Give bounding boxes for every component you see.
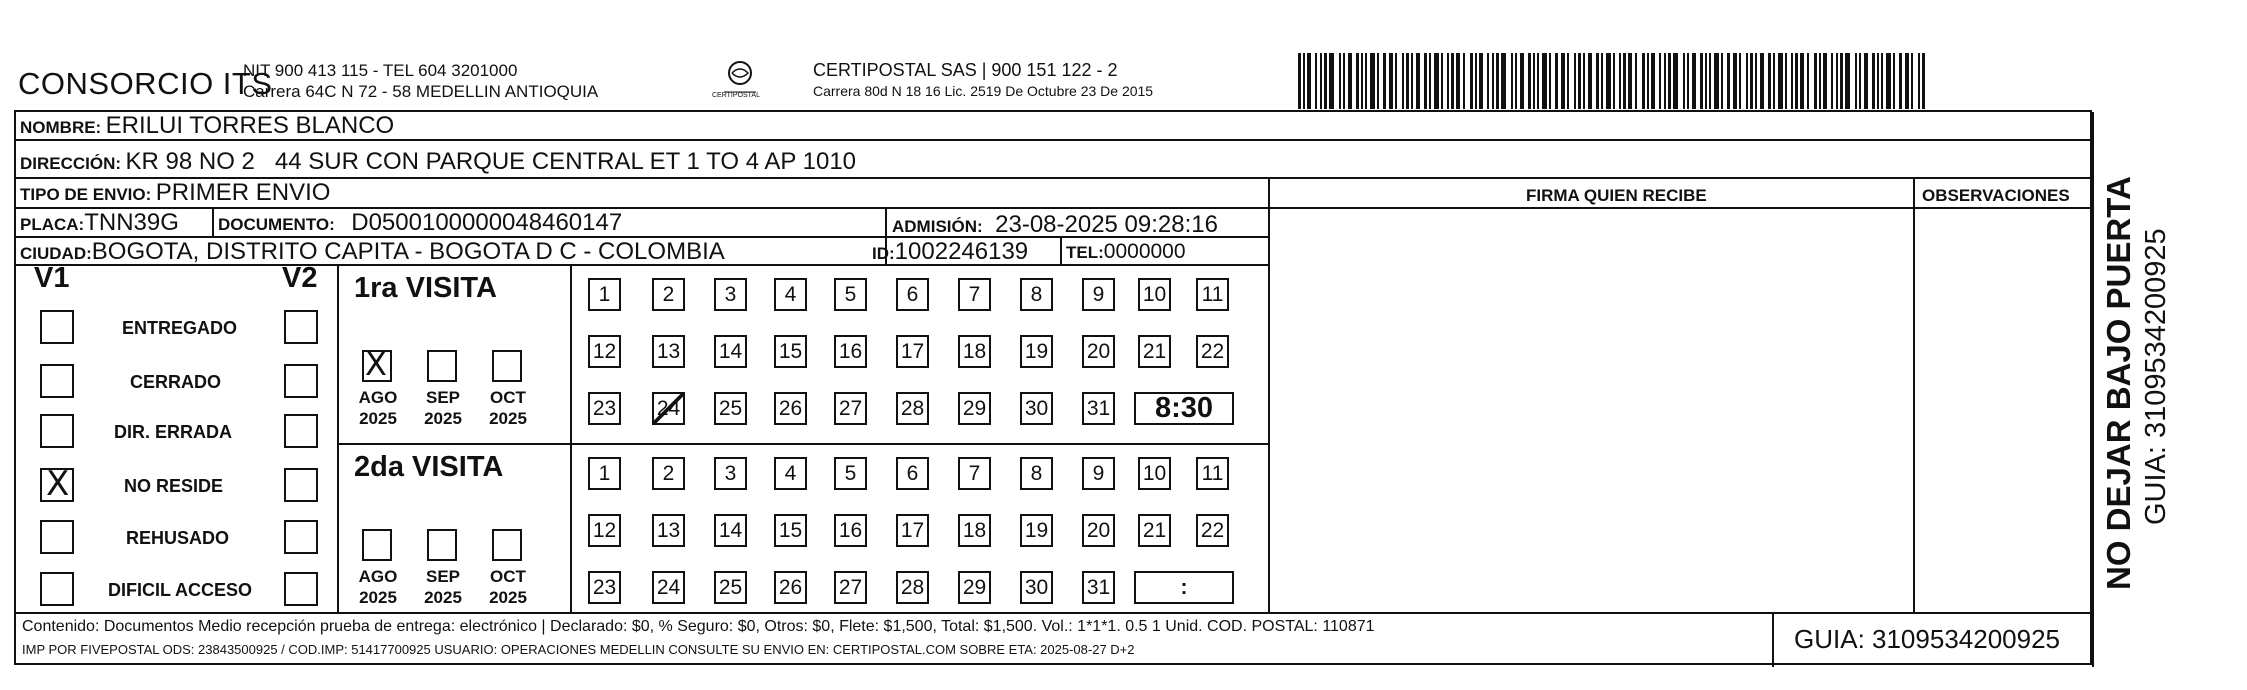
observaciones-header: OBSERVACIONES <box>1922 186 2070 205</box>
documento-row <box>218 209 622 237</box>
month-year: 2025 <box>359 588 397 607</box>
barcode-bar <box>1785 53 1787 109</box>
day-box[interactable]: 12 <box>588 335 621 368</box>
barcode-bar <box>1855 53 1857 109</box>
barcode-bar <box>1619 53 1621 109</box>
day-box[interactable]: 31 <box>1082 571 1115 604</box>
barcode-bar <box>1905 53 1909 109</box>
barcode-bar <box>1642 53 1645 109</box>
v2-checkbox[interactable] <box>284 310 318 344</box>
barcode-bar <box>1845 53 1850 109</box>
day-box[interactable]: 22 <box>1196 335 1229 368</box>
month-checkbox[interactable] <box>427 529 457 561</box>
barcode-bar <box>1739 53 1741 109</box>
barcode-bar <box>1714 53 1719 109</box>
day-box[interactable]: 28 <box>896 392 929 425</box>
day-box[interactable]: 3 <box>714 457 747 490</box>
contenido-text: Contenido: Documentos Medio recepción prueba de entrega: electrónico | Declarado: $0, % Seguro: $0, Otros: $0, Flete: $1,500, Total: $1,500. Vol.: 1*1*1. 0.5 1 Unid. COD. POSTAL: 110871 <box>22 618 1375 635</box>
barcode-bar <box>1768 53 1771 109</box>
firma-header: FIRMA QUIEN RECIBE <box>1526 186 1707 205</box>
id-label: ID: <box>872 244 895 263</box>
status-option-label: REHUSADO <box>126 528 230 548</box>
day-box[interactable]: 3 <box>714 278 747 311</box>
day-box[interactable]: 13 <box>652 335 685 368</box>
barcode-bar <box>1528 53 1531 109</box>
day-box[interactable]: 20 <box>1082 514 1115 547</box>
barcode-bar <box>1416 53 1420 109</box>
v1-checkbox[interactable] <box>40 464 74 504</box>
barcode-bar <box>1395 53 1397 109</box>
barcode-bar <box>1511 53 1513 109</box>
v2-checkbox[interactable] <box>284 414 318 448</box>
month-label <box>421 566 465 608</box>
barcode-bar <box>1588 53 1592 109</box>
tel-value: 0000000 <box>1103 240 1186 263</box>
tipo-label: TIPO DE ENVIO: <box>20 185 152 204</box>
barcode-bar <box>1864 53 1868 109</box>
placa-label: PLACA: <box>20 215 85 234</box>
barcode-bar <box>1623 53 1626 109</box>
barcode-bar <box>1441 53 1443 109</box>
direccion-value: KR 98 NO 2 44 SUR CON PARQUE CENTRAL ET 1 TO 4 AP 1010 <box>125 148 857 175</box>
barcode-bar <box>1377 53 1379 109</box>
day-box[interactable]: 16 <box>834 335 867 368</box>
day-box[interactable]: 12 <box>588 514 621 547</box>
barcode-bar <box>1628 53 1632 109</box>
partner-address: Carrera 80d N 18 16 Lic. 2519 De Octubre 23 De 2015 <box>813 83 1154 99</box>
company-name: CONSORCIO ITS <box>18 66 273 101</box>
id-row <box>872 238 1028 266</box>
v1-checkbox[interactable] <box>40 310 74 344</box>
barcode-bar <box>1899 53 1902 109</box>
barcode-bar <box>1746 53 1748 109</box>
barcode-bar <box>1823 53 1827 109</box>
month-year: 2025 <box>489 409 527 428</box>
logo-text: CERTIPOSTAL <box>712 92 760 99</box>
barcode-bar <box>1836 53 1838 109</box>
barcode-bar <box>1700 53 1703 109</box>
barcode-bar <box>1673 53 1678 109</box>
barcode-bar <box>1635 53 1637 109</box>
barcode-bar <box>1487 53 1489 109</box>
barcode-bar <box>1687 53 1689 109</box>
barcode-bar <box>1520 53 1524 109</box>
day-box[interactable]: 15 <box>774 335 807 368</box>
day-box[interactable]: 21 <box>1138 335 1171 368</box>
barcode-bar <box>1800 53 1804 109</box>
side-guia: GUIA: 3109534200925 <box>2140 228 2172 525</box>
v2-checkbox[interactable] <box>284 572 318 606</box>
time-box[interactable]: 8:30 <box>1134 392 1234 425</box>
placa-value: TNN39G <box>84 209 179 236</box>
day-box[interactable]: 13 <box>652 514 685 547</box>
day-box[interactable]: 29 <box>958 392 991 425</box>
day-box[interactable]: 27 <box>834 571 867 604</box>
id-value: 1002246139 <box>894 238 1029 265</box>
ciudad-label: CIUDAD: <box>20 244 92 263</box>
day-box[interactable]: 4 <box>774 278 807 311</box>
tipo-value: PRIMER ENVIO <box>155 179 331 206</box>
barcode-bar <box>1361 53 1363 109</box>
v2-checkbox[interactable] <box>284 468 318 502</box>
barcode-bar <box>1922 53 1925 109</box>
documento-value: D0500100000048460147 <box>351 209 623 236</box>
day-box[interactable]: 23 <box>588 392 621 425</box>
barcode-bar <box>1692 53 1696 109</box>
barcode-bar <box>1463 53 1465 109</box>
day-box[interactable]: 10 <box>1138 278 1171 311</box>
month-year: 2025 <box>424 409 462 428</box>
admision-value: 23-08-2025 09:28:16 <box>995 211 1218 238</box>
barcode-bar <box>1402 53 1404 109</box>
barcode-bar <box>1773 53 1775 109</box>
day-box[interactable]: 7 <box>958 457 991 490</box>
barcode-bar <box>1475 53 1477 109</box>
side-warning: NO DEJAR BAJO PUERTA <box>2100 176 2137 590</box>
v1-checkbox[interactable] <box>40 520 74 554</box>
month-label <box>486 387 530 429</box>
v1-checkbox[interactable] <box>40 364 74 398</box>
month-label <box>486 566 530 608</box>
certipostal-logo <box>710 56 770 106</box>
barcode-bar <box>1424 53 1427 109</box>
day-box[interactable]: 5 <box>834 457 867 490</box>
day-box[interactable]: 17 <box>896 335 929 368</box>
day-box[interactable]: 17 <box>896 514 929 547</box>
barcode-bar <box>1479 53 1483 109</box>
visit-title: 2da VISITA <box>354 451 504 483</box>
status-option-label: DIR. ERRADA <box>114 422 233 442</box>
partner-line: CERTIPOSTAL SAS | 900 151 122 - 2 <box>813 60 1118 80</box>
barcode-bar <box>1298 53 1301 109</box>
day-box[interactable]: 30 <box>1020 571 1053 604</box>
barcode-bar <box>1515 53 1517 109</box>
barcode-bar <box>1886 53 1891 109</box>
day-box[interactable]: 7 <box>958 278 991 311</box>
barcode-bar <box>1307 53 1311 109</box>
day-box[interactable]: 27 <box>834 392 867 425</box>
day-box[interactable]: 24 <box>652 392 685 425</box>
barcode-bar <box>1561 53 1565 109</box>
barcode-bar <box>1613 53 1615 109</box>
nombre-row <box>20 112 394 140</box>
day-box[interactable]: 2 <box>652 278 685 311</box>
day-box[interactable]: 26 <box>774 571 807 604</box>
barcode-bar <box>1348 53 1352 109</box>
documento-label: DOCUMENTO: <box>218 215 335 234</box>
day-box[interactable]: 24 <box>652 571 685 604</box>
v2-checkbox[interactable] <box>284 364 318 398</box>
month-checkbox[interactable] <box>492 529 522 561</box>
status-option-label: CERRADO <box>130 372 222 392</box>
v2-checkbox[interactable] <box>284 520 318 554</box>
barcode-bar <box>1840 53 1843 109</box>
admision-label: ADMISIÓN: <box>892 217 983 236</box>
barcode-bar <box>1542 53 1547 109</box>
admision-row <box>892 211 1218 239</box>
time-box[interactable]: : <box>1134 571 1234 604</box>
day-box[interactable]: 19 <box>1020 514 1053 547</box>
day-box[interactable]: 25 <box>714 392 747 425</box>
month-year: 2025 <box>424 588 462 607</box>
day-box[interactable]: 31 <box>1082 392 1115 425</box>
day-box[interactable]: 15 <box>774 514 807 547</box>
day-box[interactable]: 9 <box>1082 457 1115 490</box>
month-label <box>356 566 400 608</box>
barcode-bar <box>1807 53 1809 109</box>
barcode-bar <box>1370 53 1375 109</box>
barcode-bar <box>1583 53 1585 109</box>
partner-info <box>813 60 1153 102</box>
barcode-bar <box>1814 53 1817 109</box>
day-box[interactable]: 2 <box>652 457 685 490</box>
nombre-value: ERILUI TORRES BLANCO <box>105 112 395 139</box>
barcode-bar <box>1911 53 1913 109</box>
day-box[interactable]: 9 <box>1082 278 1115 311</box>
month-name: SEP <box>425 388 461 407</box>
day-box[interactable]: 8 <box>1020 278 1053 311</box>
barcode-bar <box>1831 53 1833 109</box>
barcode <box>1298 53 1930 109</box>
month-checkbox[interactable] <box>427 350 457 382</box>
month-checkbox[interactable] <box>362 345 392 383</box>
barcode-bar <box>1324 53 1327 109</box>
day-box[interactable]: 5 <box>834 278 867 311</box>
month-name: AGO <box>358 388 398 407</box>
barcode-bar <box>1664 53 1666 109</box>
barcode-bar <box>1859 53 1861 109</box>
v1-checkbox[interactable] <box>40 572 74 606</box>
day-box[interactable]: 18 <box>958 514 991 547</box>
day-box[interactable]: 28 <box>896 571 929 604</box>
barcode-bar <box>1533 53 1535 109</box>
barcode-bar <box>1429 53 1431 109</box>
ciudad-value: BOGOTA, DISTRITO CAPITA - BOGOTA D C - COLOMBIA <box>91 238 725 265</box>
barcode-bar <box>1755 53 1757 109</box>
barcode-bar <box>1496 53 1499 109</box>
barcode-bar <box>1750 53 1753 109</box>
day-box[interactable]: 23 <box>588 571 621 604</box>
barcode-bar <box>1406 53 1409 109</box>
barcode-bar <box>1705 53 1707 109</box>
day-box[interactable]: 10 <box>1138 457 1171 490</box>
barcode-bar <box>1872 53 1875 109</box>
status-option-label: ENTREGADO <box>122 318 238 338</box>
day-box[interactable]: 30 <box>1020 392 1053 425</box>
barcode-bar <box>1549 53 1551 109</box>
day-box[interactable]: 25 <box>714 571 747 604</box>
company-info <box>243 60 598 102</box>
delivery-form <box>14 110 2092 665</box>
v2-header: V2 <box>282 262 318 294</box>
tipo-row <box>20 179 330 207</box>
day-box[interactable]: 6 <box>896 457 929 490</box>
day-box[interactable]: 19 <box>1020 335 1053 368</box>
status-option-label: DIFICIL ACCESO <box>108 580 253 600</box>
barcode-bar <box>1365 53 1367 109</box>
barcode-bar <box>1339 53 1341 109</box>
month-year: 2025 <box>359 409 397 428</box>
barcode-bar <box>1893 53 1895 109</box>
barcode-bar <box>1451 53 1454 109</box>
barcode-bar <box>1727 53 1730 109</box>
barcode-bar <box>1668 53 1671 109</box>
barcode-bar <box>1329 53 1334 109</box>
month-checkbox[interactable] <box>362 529 392 561</box>
day-box[interactable]: 14 <box>714 514 747 547</box>
barcode-bar <box>1733 53 1737 109</box>
direccion-label: DIRECCIÓN: <box>20 154 122 173</box>
barcode-bar <box>1578 53 1581 109</box>
day-box[interactable]: 14 <box>714 335 747 368</box>
barcode-bar <box>1383 53 1386 109</box>
barcode-bar <box>1651 53 1655 109</box>
barcode-bar <box>1795 53 1798 109</box>
day-box[interactable]: 4 <box>774 457 807 490</box>
ciudad-row <box>20 238 725 266</box>
barcode-bar <box>1683 53 1685 109</box>
barcode-bar <box>1709 53 1711 109</box>
placa-row <box>20 209 179 237</box>
visit-title: 1ra VISITA <box>354 272 497 304</box>
month-label <box>421 387 465 429</box>
month-name: OCT <box>490 388 526 407</box>
day-box[interactable]: 16 <box>834 514 867 547</box>
nombre-label: NOMBRE: <box>20 118 102 137</box>
month-name: AGO <box>358 567 398 586</box>
barcode-bar <box>1434 53 1439 109</box>
barcode-bar <box>1574 53 1576 109</box>
barcode-bar <box>1778 53 1783 109</box>
barcode-bar <box>1411 53 1413 109</box>
status-option-label: NO RESIDE <box>124 476 224 496</box>
tel-row <box>1066 240 1186 264</box>
barcode-bar <box>1501 53 1506 109</box>
barcode-bar <box>1819 53 1821 109</box>
day-box[interactable]: 18 <box>958 335 991 368</box>
address-line: Carrera 64C N 72 - 58 MEDELLIN ANTIOQUIA <box>243 82 599 101</box>
v1-mark: X <box>46 464 70 504</box>
imp-text: IMP POR FIVEPOSTAL ODS: 23843500925 / COD.IMP: 51417700925 USUARIO: OPERACIONES MEDELLIN CONSULTE SU ENVIO EN: CERTIPOSTAL.COM SOBRE ETA: 2025-08-27 D+2 <box>22 642 1135 657</box>
barcode-bar <box>1647 53 1649 109</box>
month-name: OCT <box>490 567 526 586</box>
month-year: 2025 <box>489 588 527 607</box>
v1-checkbox[interactable] <box>40 414 74 448</box>
barcode-bar <box>1537 53 1539 109</box>
barcode-bar <box>1447 53 1449 109</box>
barcode-bar <box>1456 53 1460 109</box>
barcode-bar <box>1606 53 1611 109</box>
direccion-row <box>20 148 856 176</box>
barcode-bar <box>1343 53 1345 109</box>
barcode-bar <box>1918 53 1920 109</box>
month-label <box>356 387 400 429</box>
month-name: SEP <box>425 567 461 586</box>
day-box[interactable]: 11 <box>1196 457 1229 490</box>
barcode-bar <box>1567 53 1569 109</box>
barcode-bar <box>1877 53 1879 109</box>
footer-guia: GUIA: 3109534200925 <box>1794 624 2060 654</box>
barcode-bar <box>1881 53 1883 109</box>
v1-header: V1 <box>34 262 70 294</box>
tel-label: TEL: <box>1066 243 1104 262</box>
barcode-bar <box>1470 53 1473 109</box>
day-box[interactable]: 29 <box>958 571 991 604</box>
barcode-bar <box>1315 53 1317 109</box>
day-box[interactable]: 6 <box>896 278 929 311</box>
barcode-bar <box>1356 53 1359 109</box>
barcode-bar <box>1601 53 1603 109</box>
day-box[interactable]: 1 <box>588 278 621 311</box>
barcode-bar <box>1791 53 1793 109</box>
day-box[interactable]: 20 <box>1082 335 1115 368</box>
day-box[interactable]: 22 <box>1196 514 1229 547</box>
barcode-bar <box>1555 53 1558 109</box>
barcode-bar <box>1389 53 1393 109</box>
month-mark: X <box>365 345 387 383</box>
day-box[interactable]: 8 <box>1020 457 1053 490</box>
barcode-bar <box>1303 53 1305 109</box>
barcode-bar <box>1721 53 1723 109</box>
barcode-bar <box>1760 53 1764 109</box>
nit-line: NIT 900 413 115 - TEL 604 3201000 <box>243 61 518 80</box>
barcode-bar <box>1659 53 1661 109</box>
barcode-bar <box>1492 53 1494 109</box>
day-box[interactable]: 21 <box>1138 514 1171 547</box>
day-box[interactable]: 1 <box>588 457 621 490</box>
barcode-bar <box>1320 53 1322 109</box>
barcode-bar <box>1596 53 1599 109</box>
day-box[interactable]: 11 <box>1196 278 1229 311</box>
month-checkbox[interactable] <box>492 350 522 382</box>
day-box[interactable]: 26 <box>774 392 807 425</box>
